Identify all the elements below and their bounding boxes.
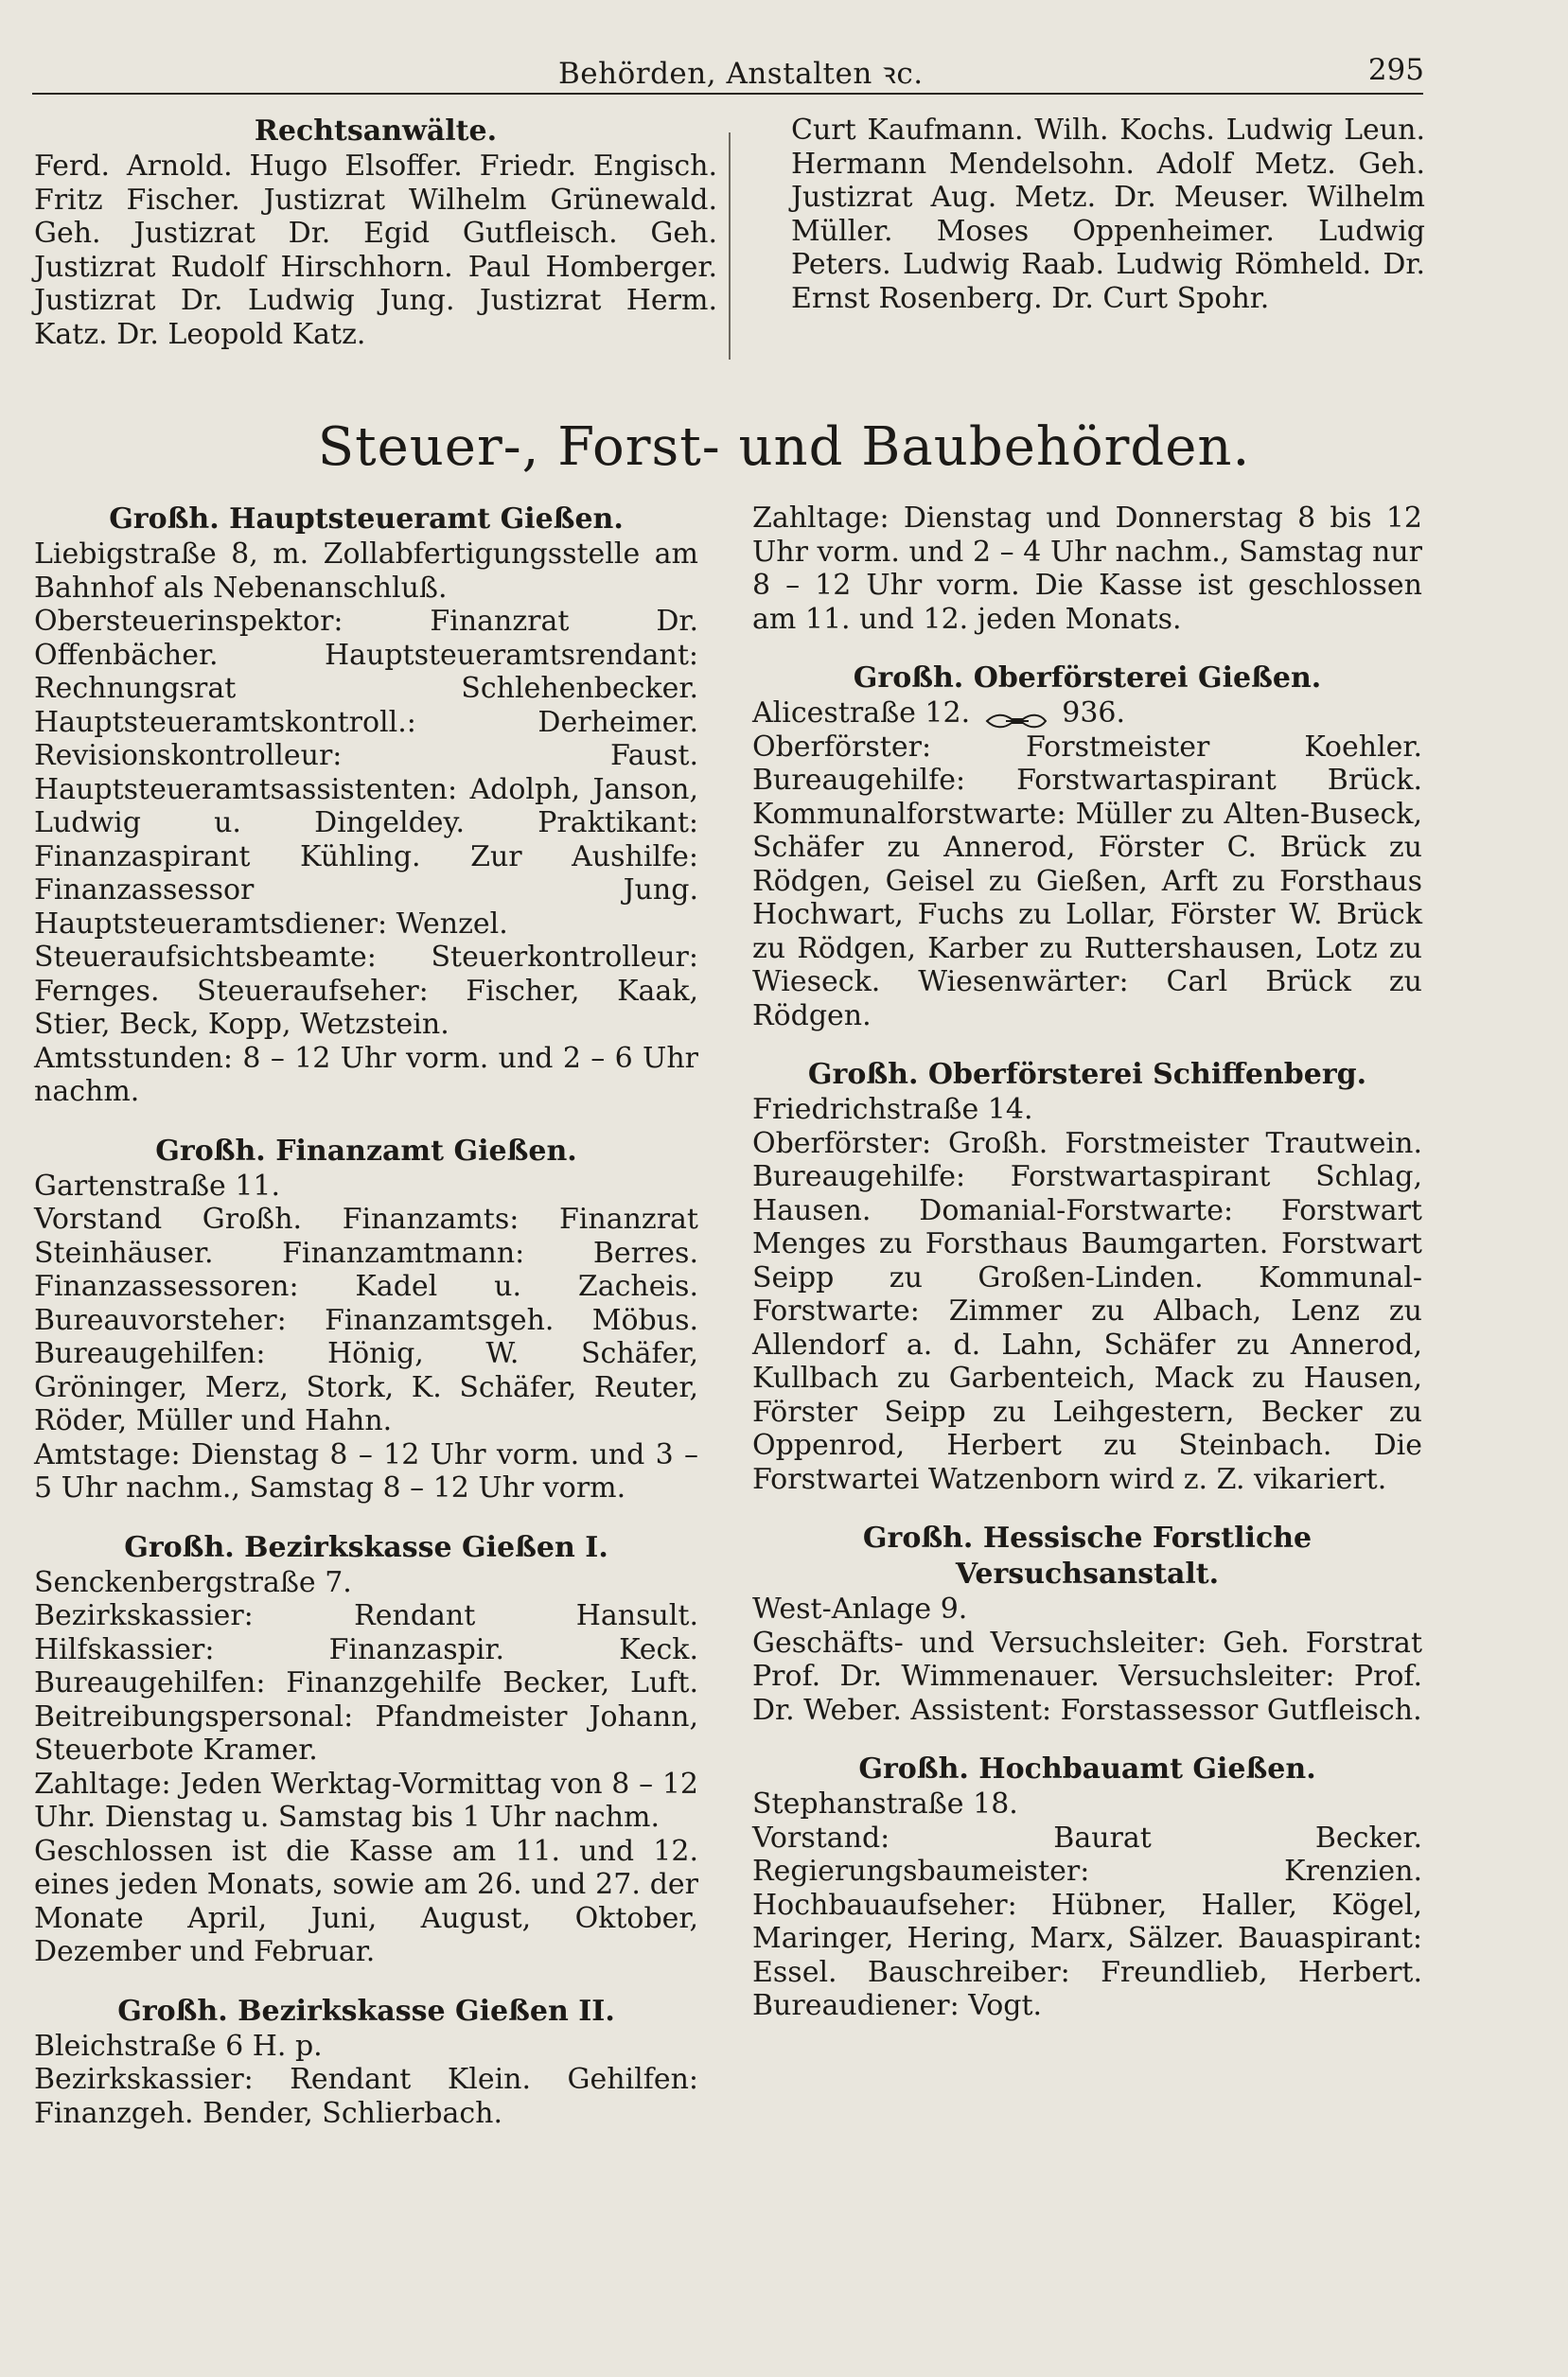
section-heading: Großh. Bezirkskasse Gießen II. [117,1994,615,2028]
paragraph: Amtsstunden: 8 – 12 Uhr vorm. und 2 – 6 Uhr nachm. [34,1041,698,1108]
section-address-line [752,696,1422,731]
rechtsanwaelte-left-text: Ferd. Arnold. Hugo Elsoffer. Friedr. Engisch. Fritz Fischer. Justizrat Wilhelm Grünewald. Geh. Justizrat Dr. Egid Gutfleisch. Geh. Justizrat Rudolf Hirschhorn. Paul Homberger. Justizrat Dr. Ludwig Jung. Justizrat Herm. Katz. Dr. Leopold Katz. [34,150,717,351]
section-heading: Großh. Finanzamt Gießen. [155,1134,577,1168]
section-heading: Großh. Oberförsterei Gießen. [853,661,1322,695]
section-heading: Großh. Hessische Forstliche Versuchsanstalt. [862,1522,1313,1591]
right-column [752,502,1422,2048]
section-address: Gartenstraße 11. [34,1169,281,1203]
running-title: Behörden, Anstalten ꝛc. [558,57,924,91]
paragraph: Vorstand Großh. Finanzamts: Finanzrat Steinhäuser. Finanzamtmann: Berres. Finanzassessoren: Kadel u. Zacheis. Bureauvorsteher: Finanzamtsgeh. Möbus. Bureaugehilfen: Hönig, W. Schäfer, Gröninger, Merz, Stork, K. Schäfer, Reuter, Röder, Müller und Hahn. [34,1203,698,1437]
section-hochbauamt [752,1752,1422,2023]
paragraph: Oberförster: Forstmeister Koehler. Bureaugehilfe: Forstwartaspirant Brück. Kommunalforstwarte: Müller zu Alten-Buseck, Schäfer zu Annerod, Förster C. Brück zu Rödgen, Geisel zu Gießen, Arft zu Forsthaus Hochwart, Fuchs zu Lollar, Förster W. Brück zu Rödgen, Karber zu Ruttershausen, Lotz zu Wieseck. Wiesenwärter: Carl Brück zu Rödgen. [752,730,1422,1032]
section-oberfoersterei-schiffenberg [752,1057,1422,1496]
paragraph: Geschäfts- und Versuchsleiter: Geh. Forstrat Prof. Dr. Wimmenauer. Versuchsleiter: Prof. Dr. Weber. Assistent: Forstassessor Gutfleisch. [752,1626,1422,1727]
paragraph: Bezirkskassier: Rendant Hansult. Hilfskassier: Finanzaspir. Keck. Bureaugehilfen: Finanzgehilfe Becker, Luft. Beitreibungspersonal: Pfandmeister Johann, Steuerbote Kramer. [34,1599,698,1767]
section-address: Bleichstraße 6 H. p. [34,2029,323,2063]
section-address: West-Anlage 9. [752,1593,968,1626]
section-zahltage [752,502,1422,636]
section-address: Stephanstraße 18. [752,1787,1018,1821]
paragraph: Vorstand: Baurat Becker. Regierungsbaumeister: Krenzien. Hochbauaufseher: Hübner, Haller, Kögel, Maringer, Hering, Marx, Sälzer. Bauaspirant: Essel. Bauschreiber: Freundlieb, Herbert. Bureaudiener: Vogt. [752,1821,1422,2022]
section-heading: Großh. Hochbauamt Gießen. [858,1752,1316,1786]
running-head [0,49,1568,97]
section-address: Alicestraße 12. [752,696,971,730]
page-number: 295 [1367,53,1424,87]
paragraph: Bezirkskassier: Rendant Klein. Gehilfen: Finanzgeh. Bender, Schlierbach. [34,2063,698,2130]
rechtsanwaelte-right [791,114,1425,315]
paragraph: Zahltage: Dienstag und Donnerstag 8 bis 12 Uhr vorm. und 2 – 4 Uhr nachm., Samstag nur 8 – 12 Uhr vorm. Die Kasse ist geschlossen am 11. und 12. jeden Monats. [752,502,1422,636]
paragraph: Amtstage: Dienstag 8 – 12 Uhr vorm. und 3 – 5 Uhr nachm., Samstag 8 – 12 Uhr vorm. [34,1437,698,1505]
section-versuchsanstalt [752,1521,1422,1727]
paragraph: Steueraufsichtsbeamte: Steuerkontrolleur: Fernges. Steueraufseher: Fischer, Kaak, Stier, Beck, Kopp, Wetzstein. [34,941,698,1041]
paragraph: Oberförster: Großh. Forstmeister Trautwein. Bureaugehilfe: Forstwartaspirant Schlag, Hausen. Domanial-Forstwarte: Forstwart Menges zu Forsthaus Baumgarten. Forstwart Seipp zu Großen-Linden. Kommunal-Forstwarte: Zimmer zu Albach, Lenz zu Allendorf a. d. Lahn, Schäfer zu Annerod, Kullbach zu Garbenteich, Mack zu Hausen, Förster Seipp zu Leihgestern, Becker zu Oppenrod, Herbert zu Steinbach. Die Forstwartei Watzenborn wird z. Z. vikariert. [752,1126,1422,1496]
column-divider [729,132,731,360]
section-oberfoersterei-giessen [752,660,1422,1032]
section-hauptsteueramt [34,502,698,1109]
phone-number: 936. [1062,696,1126,730]
section-heading: Großh. Hauptsteueramt Gießen. [109,502,624,536]
paragraph: Geschlossen ist die Kasse am 11. und 12. eines jeden Monats, sowie am 26. und 27. der Monate April, Juni, August, Oktober, Dezember und Februar. [34,1834,698,1968]
main-heading: Steuer-, Forst- und Baubehörden. [317,416,1251,478]
section-bezirkskasse-2 [34,1994,698,2131]
section-heading: Großh. Oberförsterei Schiffenberg. [807,1058,1367,1091]
telephone-icon [985,705,1048,724]
header-rule [32,93,1423,95]
section-address: Friedrichstraße 14. [752,1093,1033,1126]
section-finanzamt [34,1134,698,1505]
rechtsanwaelte-heading: Rechtsanwälte. [254,114,498,148]
paragraph: Zahltage: Jeden Werktag-Vormittag von 8 – 12 Uhr. Dienstag u. Samstag bis 1 Uhr nachm. [34,1767,698,1834]
rechtsanwaelte-right-text: Curt Kaufmann. Wilh. Kochs. Ludwig Leun. Hermann Mendelsohn. Adolf Metz. Geh. Justizrat Aug. Metz. Dr. Meuser. Wilhelm Müller. Moses Oppenheimer. Ludwig Peters. Ludwig Raab. Ludwig Römheld. Dr. Ernst Rosenberg. Dr. Curt Spohr. [791,114,1425,315]
paragraph: Obersteuerinspektor: Finanzrat Dr. Offenbächer. Hauptsteueramtsrendant: Rechnungsrat Schlehenbecker. Hauptsteueramtskontroll.: Derheimer. Revisionskontrolleur: Faust. Hauptsteueramtsassistenten: Adolph, Janson, Ludwig u. Dingeldey. Praktikant: Finanzaspirant Kühling. Zur Aushilfe: Finanzassessor Jung. Hauptsteueramtsdiener: Wenzel. [34,605,698,941]
paragraph: Liebigstraße 8, m. Zollabfertigungsstelle am Bahnhof als Nebenanschluß. [34,537,698,605]
section-address: Senckenbergstraße 7. [34,1565,352,1599]
rechtsanwaelte-left [34,114,717,351]
left-column [34,502,698,2155]
section-heading: Großh. Bezirkskasse Gießen I. [124,1530,608,1564]
section-bezirkskasse-1 [34,1530,698,1969]
